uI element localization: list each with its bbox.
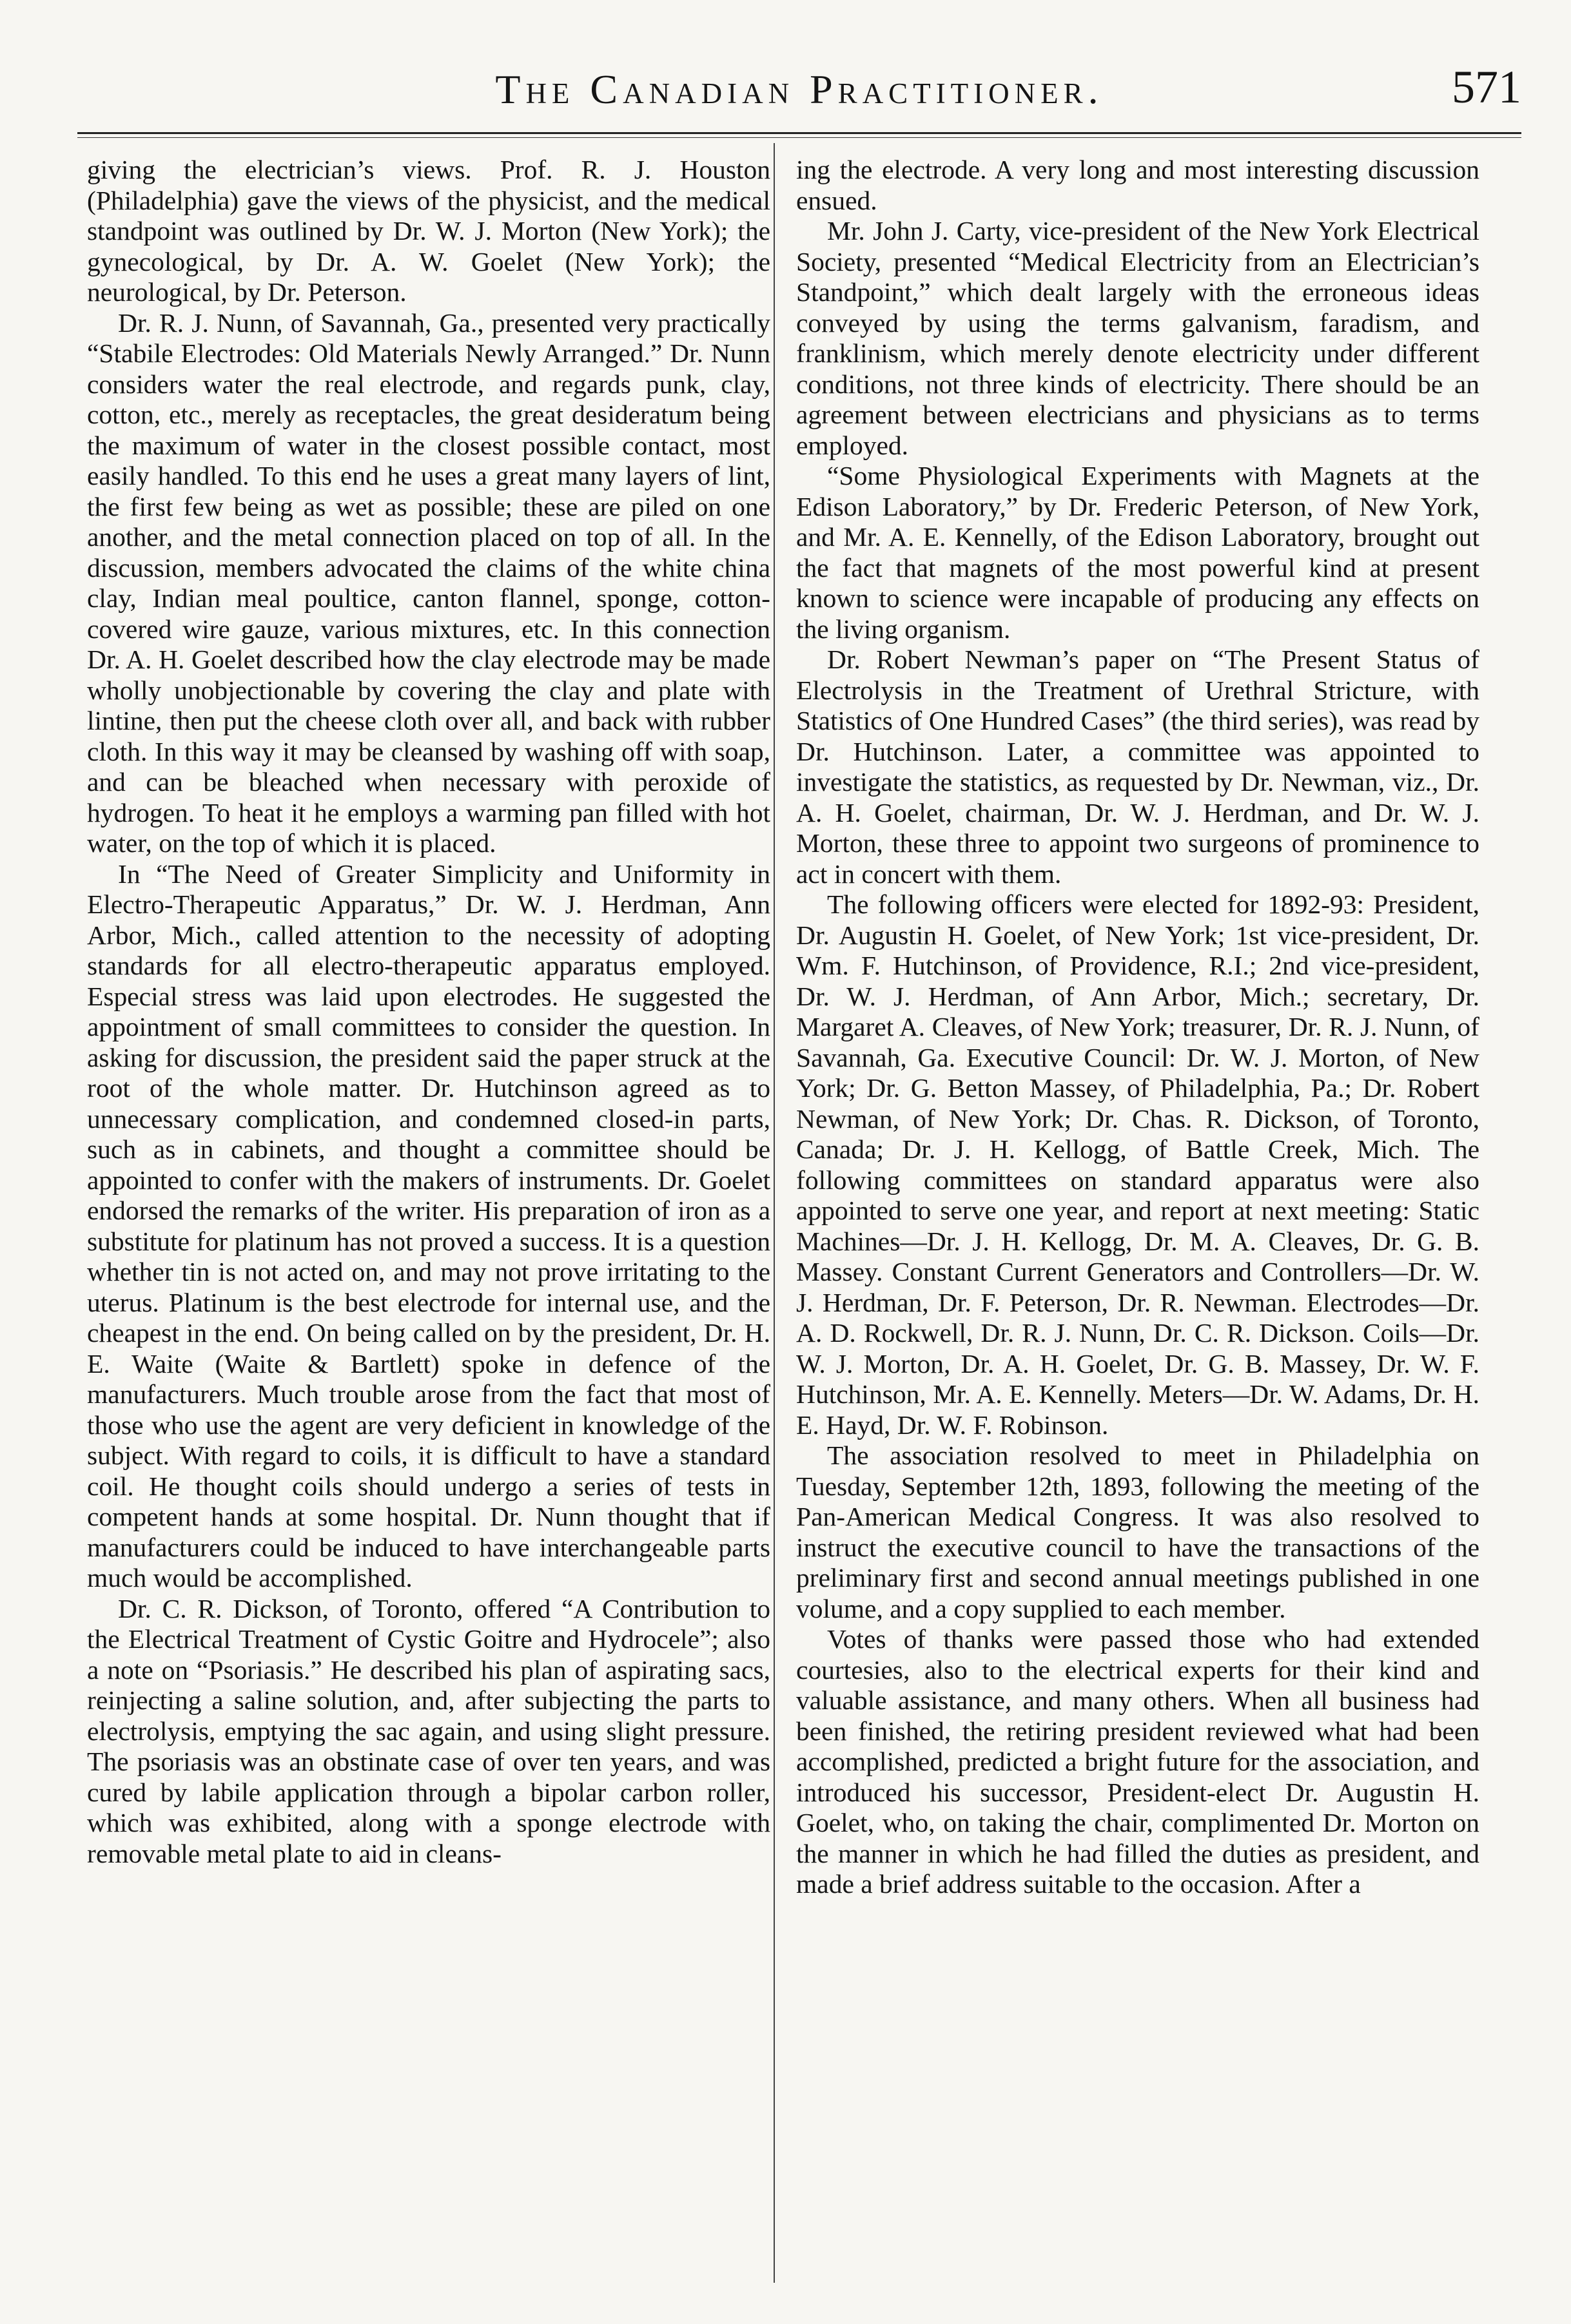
header-rule-thick <box>77 132 1521 134</box>
paragraph: Dr. Robert Newman’s paper on “The Present Status of Electrolysis in the Treatment of Urethral Stricture, with Statistics of One Hundred Cases” (the third series), was read by Dr. Hutchinson. Later, a committee was appointed to investigate the statistics, as requested by Dr. Newman, viz., Dr. A. H. Goelet, chairman, Dr. W. J. Herdman, and Dr. W. J. Morton, these three to appoint two surgeons of prominence to act in concert with them. <box>796 644 1479 889</box>
paragraph: The following officers were elected for 1892-93: President, Dr. Augustin H. Goelet, of New York; 1st vice-president, Dr. Wm. F. Hutchinson, of Providence, R.I.; 2nd vice-president, Dr. W. J. Herdman, of Ann Arbor, Mich.; secretary, Dr. Margaret A. Cleaves, of New York; treasurer, Dr. R. J. Nunn, of Savannah, Ga. Executive Council: Dr. W. J. Morton, of New York; Dr. G. Betton Massey, of Philadelphia, Pa.; Dr. Robert Newman, of New York; Dr. Chas. R. Dickson, of Toronto, Canada; Dr. J. H. Kellogg, of Battle Creek, Mich. The following committees on standard apparatus were also appointed to serve one year, and report at next meeting: Static Machines—Dr. J. H. Kellogg, Dr. M. A. Cleaves, Dr. G. B. Massey. Constant Current Generators and Controllers—Dr. W. J. Herdman, Dr. F. Peterson, Dr. R. Newman. Electrodes—Dr. A. D. Rockwell, Dr. R. J. Nunn, Dr. C. R. Dickson. Coils—Dr. W. J. Morton, Dr. A. H. Goelet, Dr. G. B. Massey, Dr. W. F. Hutchinson, Mr. A. E. Kennelly. Meters—Dr. W. Adams, Dr. H. E. Hayd, Dr. W. F. Robinson. <box>796 889 1479 1440</box>
page-number: 571 <box>1452 61 1521 113</box>
paragraph: In “The Need of Greater Simplicity and Uniformity in Electro-Therapeutic Apparatus,” Dr. W. J. Herdman, Ann Arbor, Mich., called attention to the necessity of adopting standards for all electro-therapeutic apparatus employed. Especial stress was laid upon electrodes. He suggested the appointment of small committees to consider the question. In asking for discussion, the president said the paper struck at the root of the whole matter. Dr. Hutchinson agreed as to unnecessary complication, and condemned closed-in parts, such as in cabinets, and thought a committee should be appointed to confer with the makers of instruments. Dr. Goelet endorsed the remarks of the writer. His preparation of iron as a substitute for platinum has not proved a success. It is a question whether tin is not acted on, and may not prove irritating to the uterus. Platinum is the best electrode for internal use, and the cheapest in the end. On being called on by the president, Dr. H. E. Waite (Waite & Bartlett) spoke in defence of the manufacturers. Much trouble arose from the fact that most of those who use the agent are very deficient in knowledge of the subject. With regard to coils, it is difficult to have a standard coil. He thought coils should undergo a series of tests in competent hands at some hospital. Dr. Nunn thought that if manufacturers could be induced to have interchangeable parts much would be accomplished. <box>87 858 770 1593</box>
paragraph: “Some Physiological Experiments with Magnets at the Edison Laboratory,” by Dr. Frederic Peterson, of New York, and Mr. A. E. Kennelly, of the Edison Laboratory, brought out the fact that magnets of the most powerful kind at present known to science were incapable of producing any effects on the living organism. <box>796 461 1479 644</box>
paragraph: Dr. R. J. Nunn, of Savannah, Ga., presented very practically “Stabile Electrodes: Old Materials Newly Arranged.” Dr. Nunn considers water the real electrode, and regards punk, clay, cotton, etc., merely as receptacles, the great desideratum being the maximum of water in the closest possible contact, most easily handled. To this end he uses a great many layers of lint, the first few being as wet as possible; these are piled on one another, and the metal connection placed on top of all. In the discussion, members advocated the claims of the white china clay, Indian meal poultice, canton flannel, sponge, cotton-covered wire gauze, various mixtures, etc. In this connection Dr. A. H. Goelet described how the clay electrode may be made wholly unobjectionable by covering the clay and plate with lintine, then put the cheese cloth over all, and back with rubber cloth. In this way it may be cleansed by washing off with soap, and can be bleached when necessary with peroxide of hydrogen. To heat it he employs a warming pan filled with hot water, on the top of which it is placed. <box>87 307 770 858</box>
paragraph: giving the electrician’s views. Prof. R. J. Houston (Philadelphia) gave the views of the physicist, and the medical standpoint was outlined by Dr. W. J. Morton (New York); the gynecological, by Dr. A. W. Goelet (New York); the neurological, by Dr. Peterson. <box>87 155 770 307</box>
paragraph: Dr. C. R. Dickson, of Toronto, offered “A Contribution to the Electrical Treatment of Cystic Goitre and Hydrocele”; also a note on “Psoriasis.” He described his plan of aspirating sacs, reinjecting a saline solution, and, after subjecting the parts to electrolysis, emptying the sac again, and using slight pressure. The psoriasis was an obstinate case of over ten years, and was cured by labile application through a bipolar carbon roller, which was exhibited, along with a sponge electrode with removable metal plate to aid in cleans- <box>87 1593 770 1868</box>
journal-title: The Canadian Practitioner. <box>495 66 1104 112</box>
header-rule-thin <box>77 137 1521 138</box>
paragraph: ing the electrode. A very long and most interesting discussion ensued. <box>796 155 1479 215</box>
right-column <box>796 155 1479 1900</box>
running-head <box>77 52 1521 122</box>
column-divider <box>774 143 775 2283</box>
paragraph: Votes of thanks were passed those who had extended courtesies, also to the electrical experts for their kind and valuable assistance, and many others. When all business had been finished, the retiring president reviewed what had been accomplished, predicted a bright future for the association, and introduced his successor, President-elect Dr. Augustin H. Goelet, who, on taking the chair, complimented Dr. Morton on the manner in which he had filled the duties as president, and made a brief address suitable to the occasion. After a <box>796 1624 1479 1899</box>
paragraph: Mr. John J. Carty, vice-president of the New York Electrical Society, presented “Medical Electricity from an Electrician’s Standpoint,” which dealt largely with the erroneous ideas conveyed by using the terms galvanism, faradism, and franklinism, which merely denote electricity under different conditions, not three kinds of electricity. There should be an agreement between electricians and physicians as to terms employed. <box>796 216 1479 460</box>
left-column <box>87 155 770 1869</box>
paragraph: The association resolved to meet in Philadelphia on Tuesday, September 12th, 1893, following the meeting of the Pan-American Medical Congress. It was also resolved to instruct the executive council to have the transactions of the preliminary first and second annual meetings published in one volume, and a copy supplied to each member. <box>796 1440 1479 1623</box>
